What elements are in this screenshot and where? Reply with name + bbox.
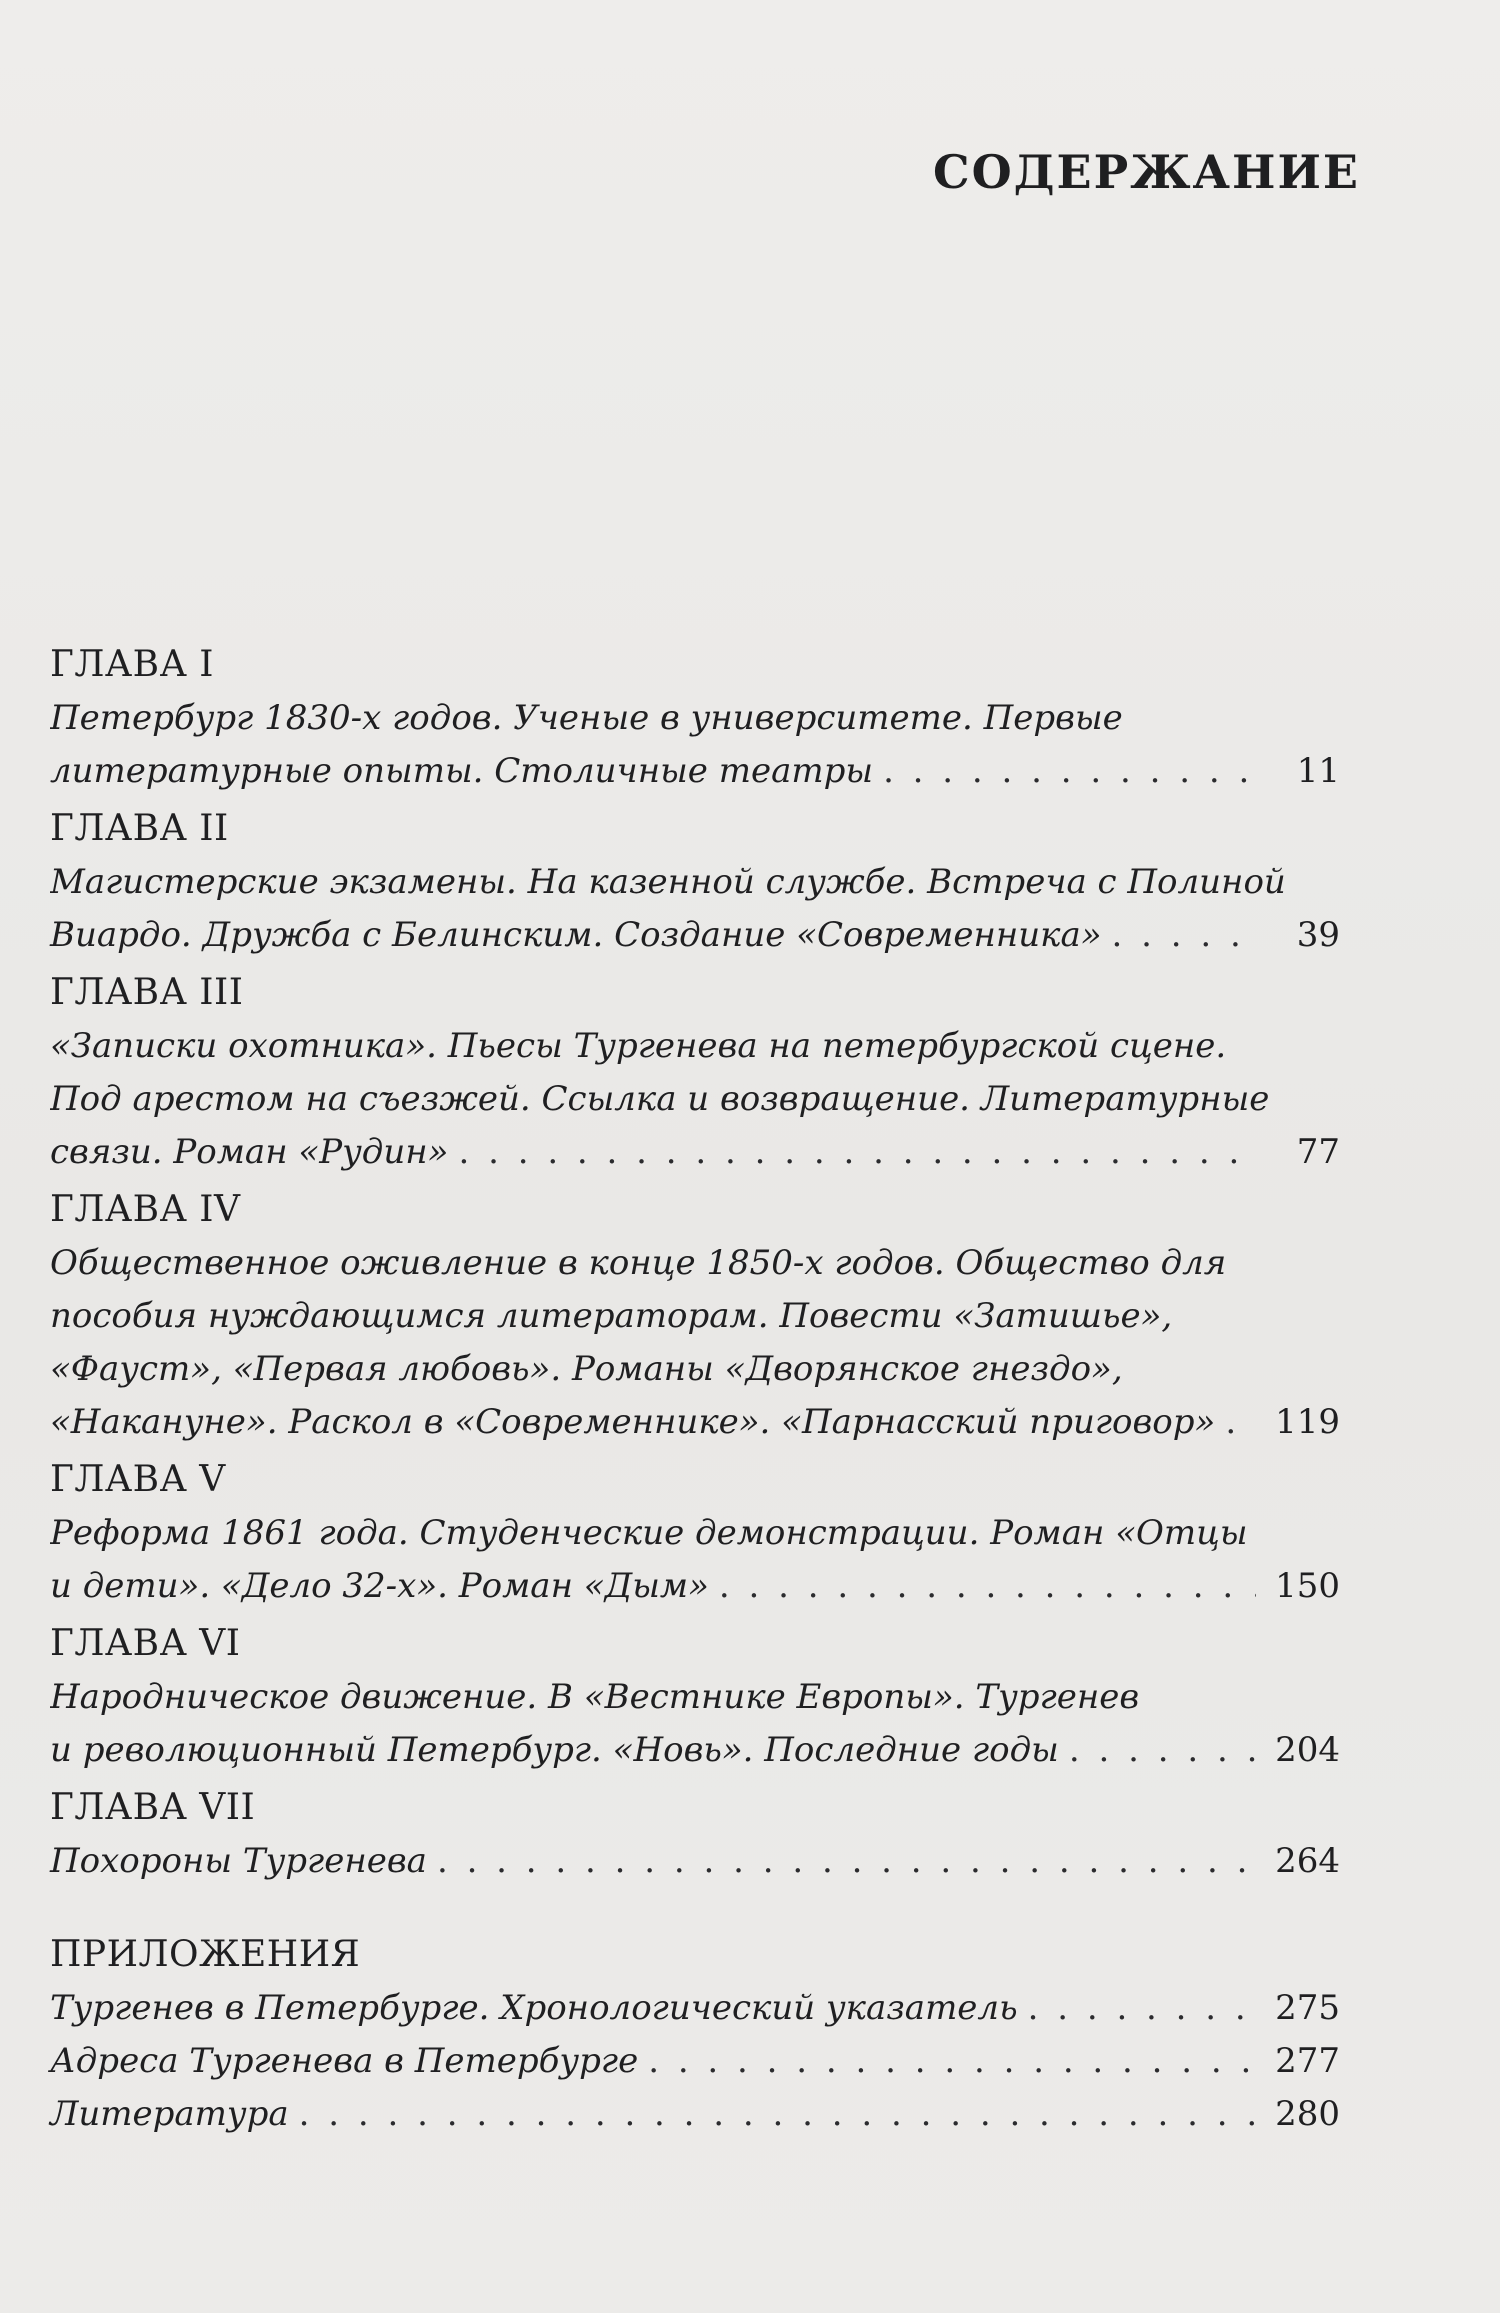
- toc-chapter-5: [50, 1455, 1340, 1613]
- toc-entry-line[interactable]: [50, 1724, 1340, 1777]
- description-line: «Записки охотника». Пьесы Тургенева на петербургской сцене.: [50, 1026, 1227, 1066]
- toc-entry-line[interactable]: [50, 1560, 1340, 1613]
- page-number: 11: [1296, 751, 1340, 791]
- page-number: 150: [1275, 1566, 1340, 1606]
- appendix-entry-text: Тургенев в Петербурге. Хронологический указатель: [50, 1988, 1018, 2028]
- chapter-description: [50, 1671, 1340, 1777]
- toc-chapter-6: [50, 1619, 1340, 1777]
- description-line: «Фауст», «Первая любовь». Романы «Дворянское гнездо»,: [50, 1349, 1123, 1389]
- description-line: Народническое движение. В «Вестнике Европы». Тургенев: [50, 1677, 1140, 1717]
- page-number: 39: [1296, 915, 1340, 955]
- chapter-heading: ГЛАВА IV: [50, 1189, 241, 1230]
- dot-leader: [1028, 1982, 1256, 2035]
- dot-leader: [458, 1126, 1256, 1179]
- chapter-description: [50, 1020, 1340, 1179]
- dot-leader: [1225, 1396, 1256, 1449]
- page-number: 119: [1275, 1402, 1340, 1442]
- chapter-description: [50, 856, 1340, 962]
- chapter-heading: ГЛАВА II: [50, 808, 229, 849]
- description-line: связи. Роман «Рудин»: [50, 1132, 449, 1172]
- toc-entry-line[interactable]: [50, 2088, 1340, 2141]
- dot-leader: [1112, 909, 1256, 962]
- description-line: Виардо. Дружба с Белинским. Создание «Современника»: [50, 915, 1102, 955]
- toc-chapter-2: [50, 804, 1340, 962]
- chapter-heading: ГЛАВА I: [50, 644, 215, 685]
- page-number: 275: [1275, 1988, 1340, 2028]
- appendix-heading: ПРИЛОЖЕНИЯ: [50, 1934, 361, 1975]
- toc-entry-line[interactable]: [50, 2035, 1340, 2088]
- toc-entry-line[interactable]: [50, 1396, 1340, 1449]
- description-line: и революционный Петербург. «Новь». Последние годы: [50, 1730, 1059, 1770]
- chapter-description: [50, 1237, 1340, 1449]
- toc-chapter-1: [50, 640, 1340, 798]
- chapter-description: [50, 1507, 1340, 1613]
- description-line: пособия нуждающимся литераторам. Повести «Затишье»,: [50, 1296, 1173, 1336]
- chapter-heading: ГЛАВА V: [50, 1459, 226, 1500]
- description-line: Под арестом на съезжей. Ссылка и возвращение. Литературные: [50, 1079, 1270, 1119]
- dot-leader: [299, 2088, 1256, 2141]
- toc-chapter-3: [50, 968, 1340, 1179]
- table-of-contents: [50, 640, 1340, 2147]
- appendix-entries: [50, 1982, 1340, 2141]
- description-line: Магистерские экзамены. На казенной службе. Встреча с Полиной: [50, 862, 1286, 902]
- toc-entry-line[interactable]: [50, 1982, 1340, 2035]
- toc-chapter-4: [50, 1185, 1340, 1449]
- chapter-heading: ГЛАВА III: [50, 972, 244, 1013]
- description-line: и дети». «Дело 32-х». Роман «Дым»: [50, 1566, 709, 1606]
- description-line: Реформа 1861 года. Студенческие демонстрации. Роман «Отцы: [50, 1513, 1248, 1553]
- toc-entry-line[interactable]: [50, 1126, 1340, 1179]
- toc-entry-line[interactable]: [50, 909, 1340, 962]
- description-line: «Накануне». Раскол в «Современнике». «Парнасский приговор»: [50, 1402, 1216, 1442]
- page-number: 264: [1275, 1841, 1340, 1881]
- appendix-entry-text: Адреса Тургенева в Петербурге: [50, 2041, 639, 2081]
- chapter-description: [50, 692, 1340, 798]
- dot-leader: [1069, 1724, 1256, 1777]
- toc-entry-line[interactable]: [50, 745, 1340, 798]
- toc-appendix: [50, 1930, 1340, 2141]
- description-line: Похороны Тургенева: [50, 1841, 427, 1881]
- description-line: литературные опыты. Столичные театры: [50, 751, 874, 791]
- description-line: Общественное оживление в конце 1850-х годов. Общество для: [50, 1243, 1227, 1283]
- page-number: 77: [1296, 1132, 1340, 1172]
- appendix-entry-text: Литература: [50, 2094, 289, 2134]
- page-number: 280: [1275, 2094, 1340, 2134]
- toc-chapter-7: [50, 1783, 1340, 1888]
- chapter-heading: ГЛАВА VII: [50, 1787, 256, 1828]
- description-line: Петербург 1830-х годов. Ученые в университете. Первые: [50, 698, 1123, 738]
- chapter-heading: ГЛАВА VI: [50, 1623, 241, 1664]
- dot-leader: [719, 1560, 1256, 1613]
- toc-entry-line[interactable]: [50, 1835, 1340, 1888]
- chapter-description: [50, 1835, 1340, 1888]
- page-number: 277: [1275, 2041, 1340, 2081]
- page-number: 204: [1275, 1730, 1340, 1770]
- dot-leader: [437, 1835, 1256, 1888]
- dot-leader: [883, 745, 1256, 798]
- dot-leader: [648, 2035, 1256, 2088]
- page-title: СОДЕРЖАНИЕ: [932, 145, 1360, 199]
